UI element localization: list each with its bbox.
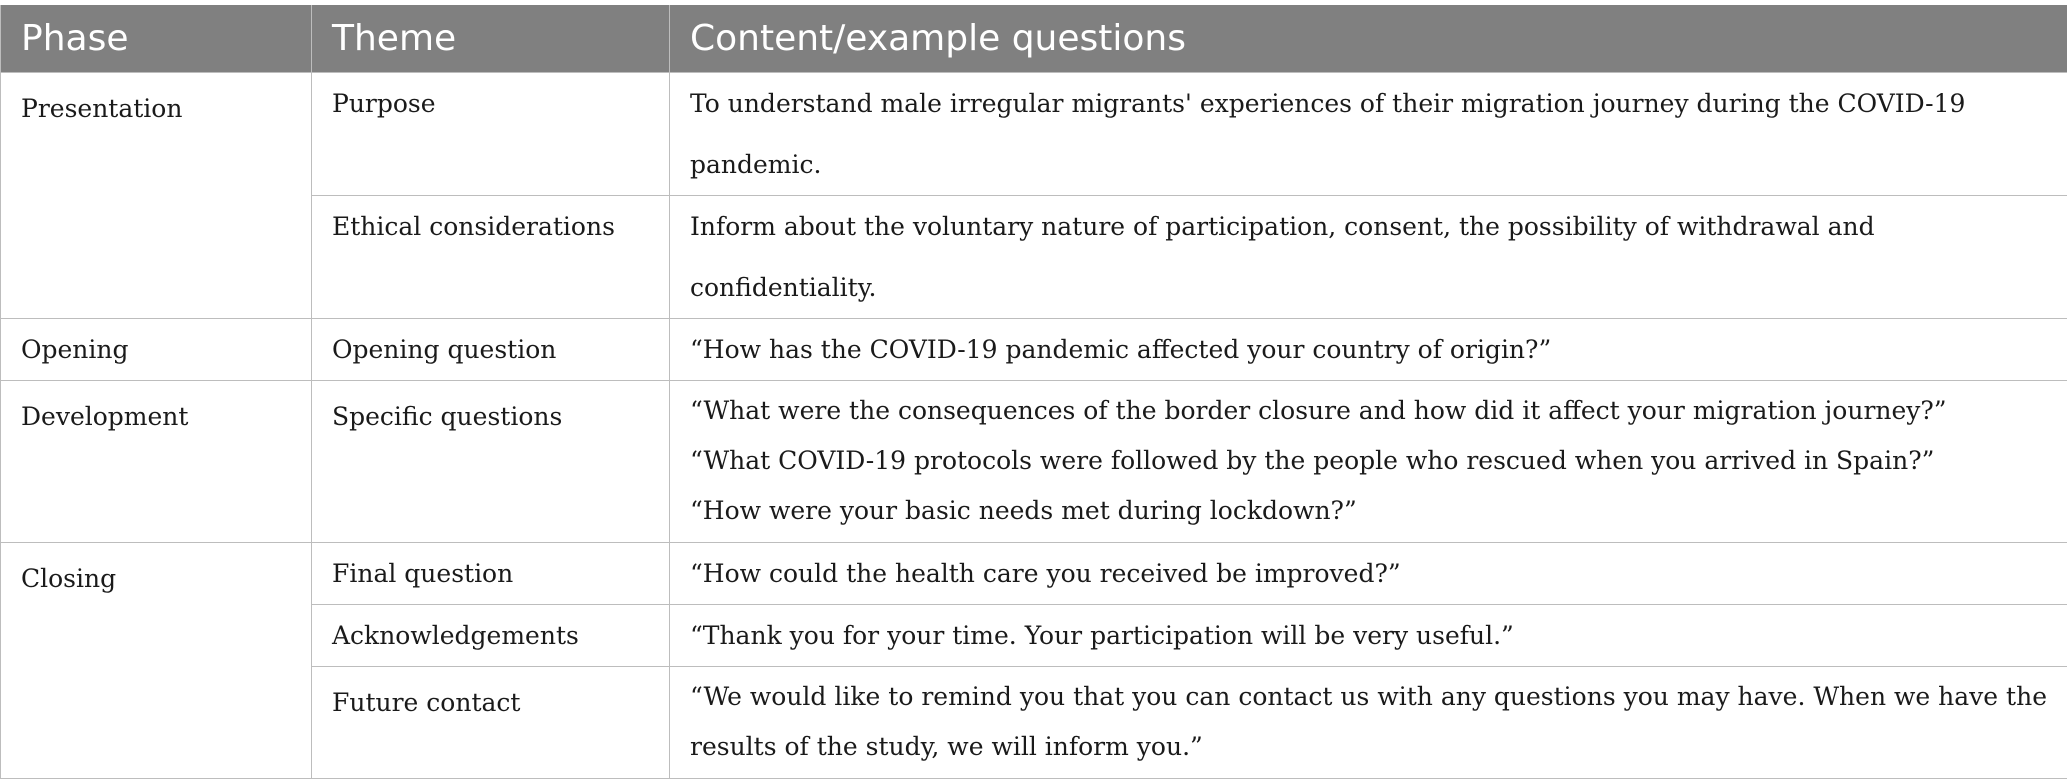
phase-cell-closing: Closing: [1, 542, 312, 778]
header-phase: Phase: [1, 5, 312, 72]
phase-cell-development: Development: [1, 380, 312, 542]
theme-cell: Acknowledgements: [312, 604, 670, 666]
phase-cell-presentation: Presentation: [1, 72, 312, 318]
theme-cell: Ethical considerations: [312, 195, 670, 318]
content-cell: “How has the COVID-19 pandemic affected your country of origin?”: [670, 318, 2067, 380]
interview-guide-table: [0, 5, 2067, 779]
question-line: “What COVID-19 protocols were followed by the people who rescued when you arrived in Spain?”: [690, 436, 2047, 486]
header-row: [1, 5, 2067, 72]
content-cell-wrapped: [670, 666, 2067, 778]
content-cell: “Thank you for your time. Your participation will be very useful.”: [670, 604, 2067, 666]
content-cell: “How could the health care you received be improved?”: [670, 542, 2067, 604]
theme-cell: Opening question: [312, 318, 670, 380]
table-row: [1, 318, 2067, 380]
table-body: [1, 72, 2067, 778]
question-line: “What were the consequences of the border closure and how did it affect your migration journey?”: [690, 386, 2047, 436]
theme-cell: Final question: [312, 542, 670, 604]
table-row: [1, 542, 2067, 604]
question-text: “We would like to remind you that you can contact us with any questions you may have. When we have the results of the study, we will inform you.”: [690, 672, 2047, 772]
table-row: [1, 72, 2067, 195]
theme-cell: Specific questions: [312, 380, 670, 542]
table-header: [1, 5, 2067, 72]
content-cell: Inform about the voluntary nature of participation, consent, the possibility of withdrawal and confidentiality.: [670, 195, 2067, 318]
phase-cell-opening: Opening: [1, 318, 312, 380]
content-cell: To understand male irregular migrants' experiences of their migration journey during the COVID-19 pandemic.: [670, 72, 2067, 195]
header-content: Content/example questions: [670, 5, 2067, 72]
table-row: [1, 380, 2067, 542]
theme-cell: Future contact: [312, 666, 670, 778]
theme-cell: Purpose: [312, 72, 670, 195]
content-cell-multiline: [670, 380, 2067, 542]
header-theme: Theme: [312, 5, 670, 72]
question-line: “How were your basic needs met during lockdown?”: [690, 486, 2047, 536]
